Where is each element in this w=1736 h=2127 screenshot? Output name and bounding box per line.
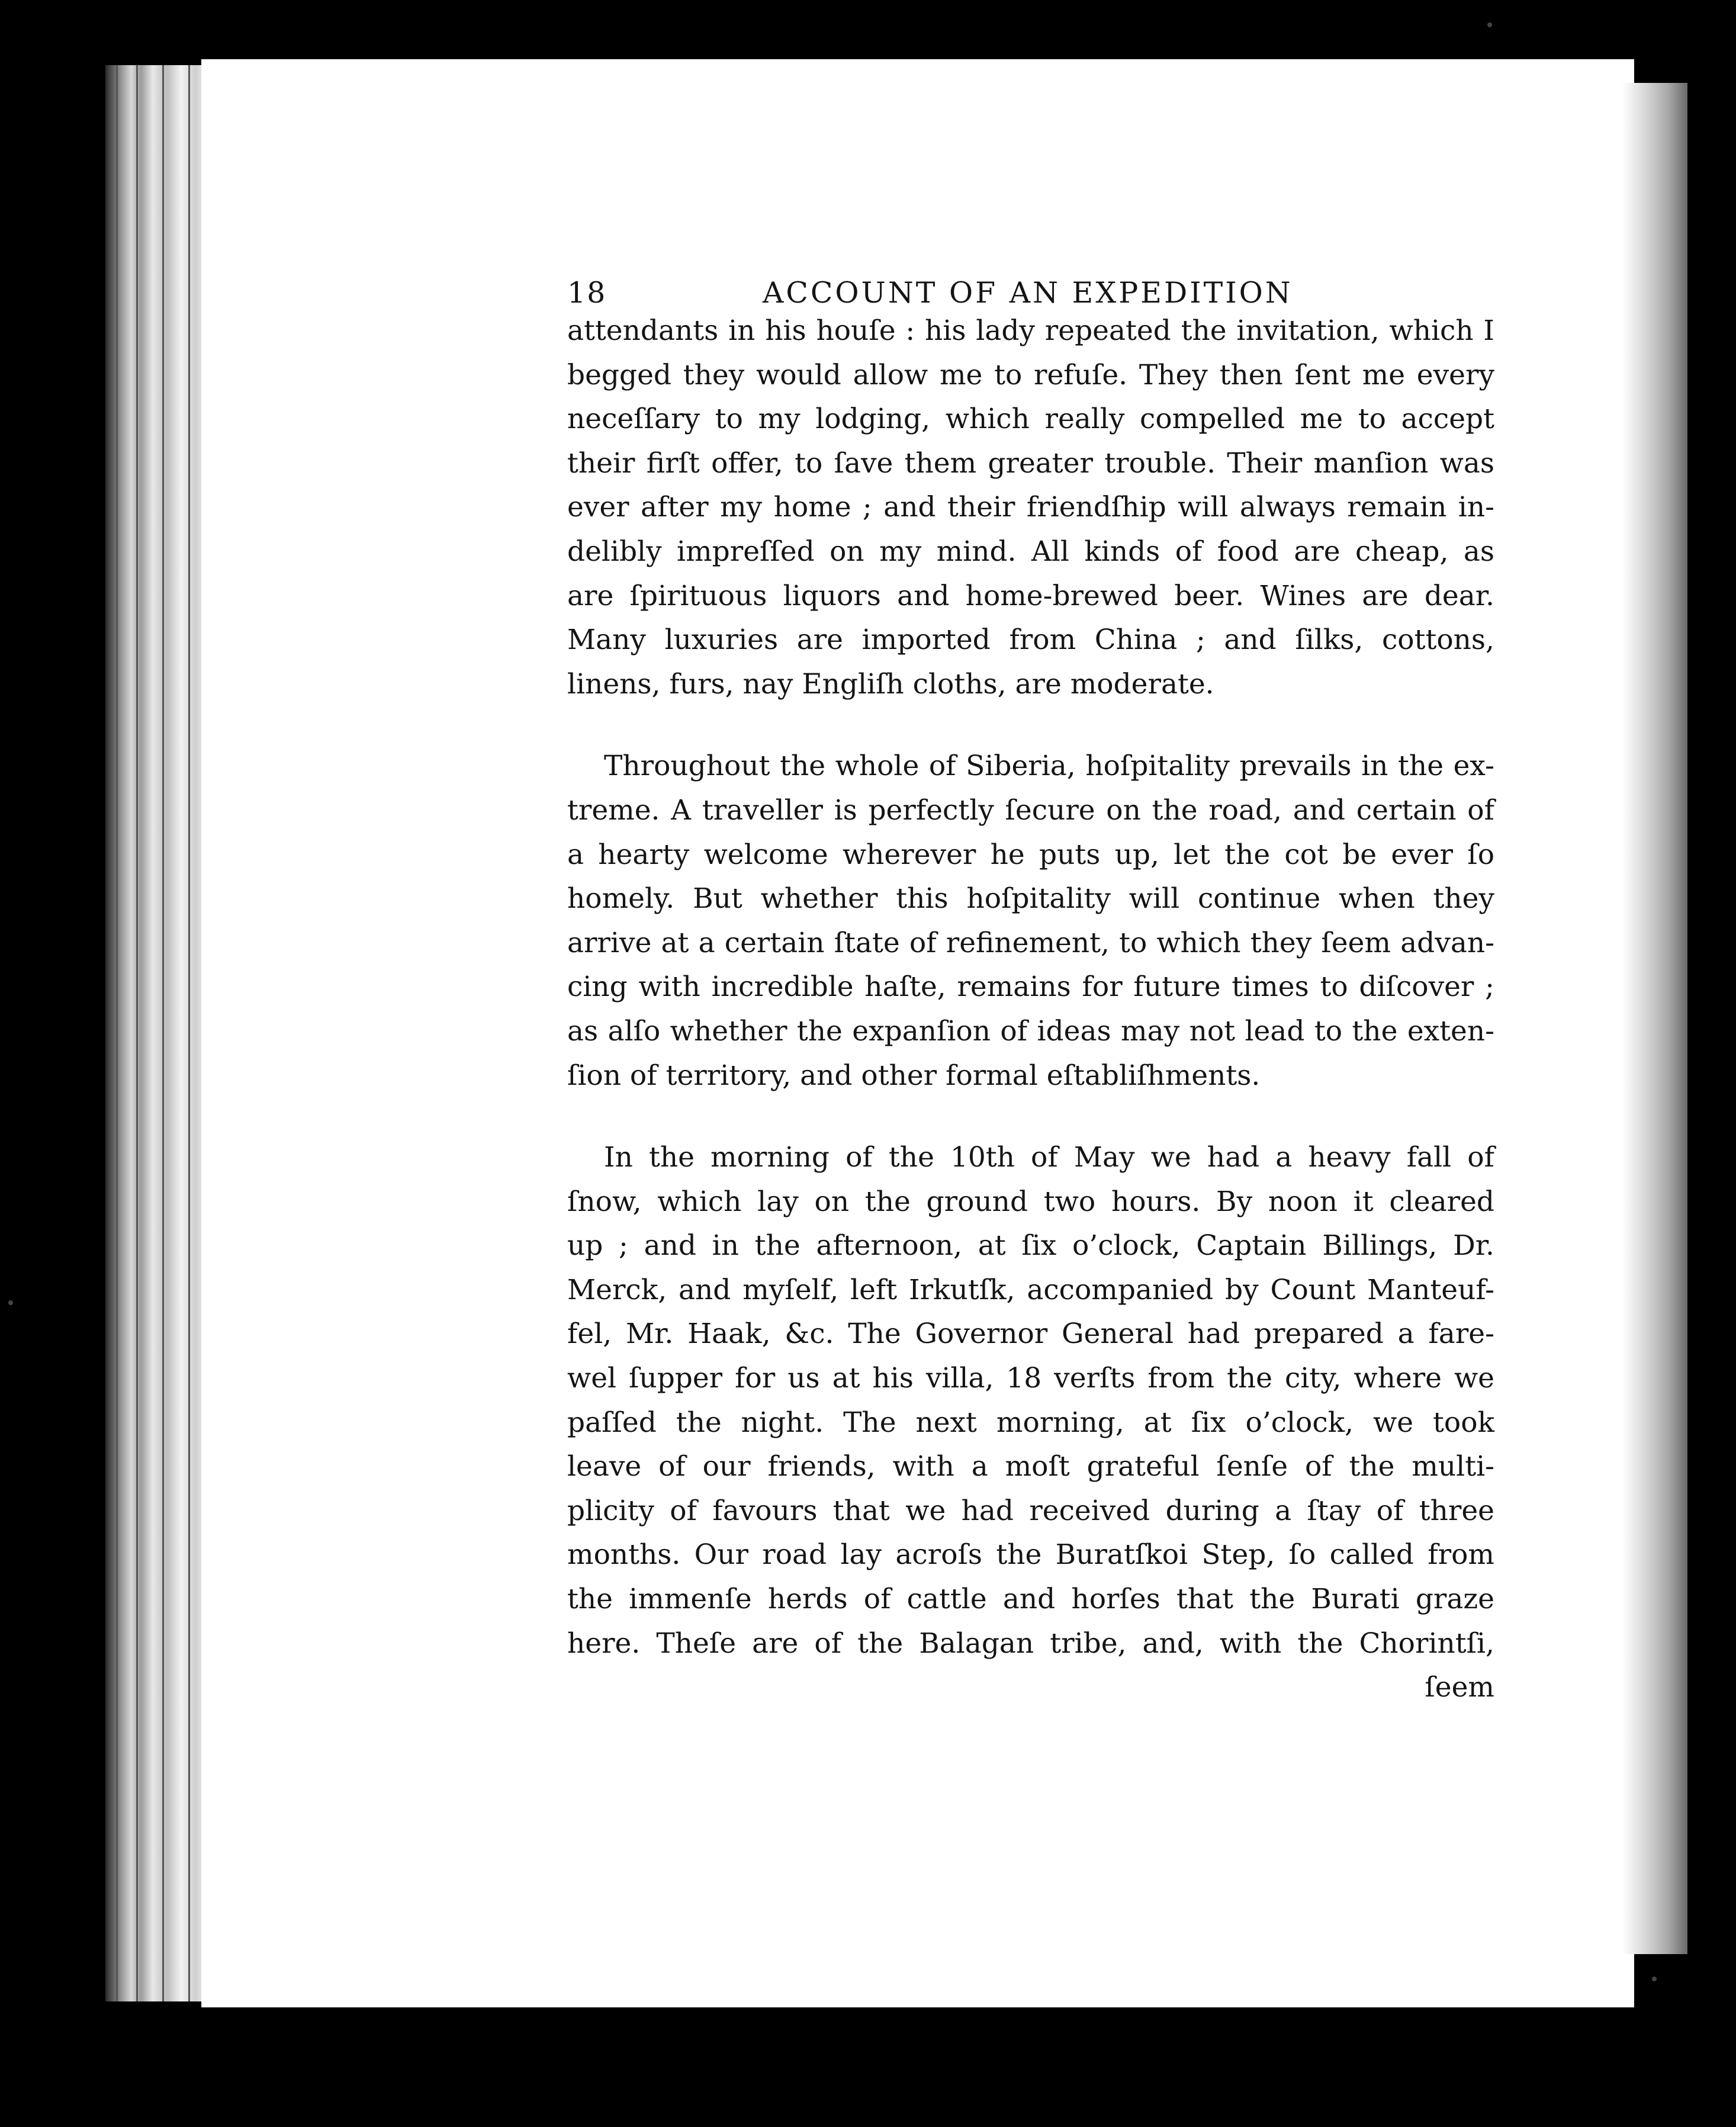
page-number: 18	[567, 276, 607, 310]
text-line: paſſed the night. The next morning, at ſix o’clock, we took	[567, 1406, 1494, 1439]
text-line: fel, Mr. Haak, &c. The Governor General had prepared a fare-	[567, 1318, 1494, 1351]
text-line: arrive at a certain ſtate of refinement, to which they ſeem advan-	[567, 926, 1494, 959]
scan-speck	[1652, 1977, 1657, 1981]
page-curl-shadow	[1622, 83, 1687, 1954]
running-title: ACCOUNT OF AN EXPEDITION	[763, 276, 1293, 310]
text-line: In the morning of the 10th of May we had a heavy fall of	[604, 1141, 1494, 1174]
text-line: up ; and in the afternoon, at ſix o’clock, Captain Billings, Dr.	[567, 1229, 1494, 1262]
text-line: here. Theſe are of the Balagan tribe, and, with the Chorintſi,	[567, 1627, 1494, 1660]
text-line: Merck, and myſelf, left Irkutſk, accompanied by Count Manteuf-	[567, 1273, 1494, 1306]
text-line: leave of our friends, with a moſt grateful ſenſe of the multi-	[567, 1450, 1494, 1483]
paragraph-2	[567, 744, 1494, 1098]
page-text	[567, 261, 1494, 1710]
text-line: linens, furs, nay Engliſh cloths, are moderate.	[567, 667, 1214, 701]
paragraph-3	[567, 1136, 1494, 1666]
scan-speck	[1487, 23, 1492, 27]
text-line: their firſt offer, to ſave them greater trouble. Their manſion was	[567, 446, 1494, 480]
text-line: attendants in his houſe : his lady repeated the invitation, which I	[567, 314, 1494, 347]
catchword: ſeem	[1425, 1671, 1494, 1704]
text-line: plicity of favours that we had received during a ſtay of three	[567, 1494, 1494, 1527]
text-line: homely. But whether this hoſpitality will continue when they	[567, 882, 1494, 915]
text-line: months. Our road lay acroſs the Buratſkoi Step, ſo called from	[567, 1538, 1494, 1572]
page-header	[567, 261, 1494, 310]
text-line: as alſo whether the expanſion of ideas may not lead to the exten-	[567, 1014, 1494, 1048]
text-line: begged they would allow me to refuſe. They then ſent me every	[567, 358, 1494, 391]
paragraph-1	[567, 309, 1494, 706]
text-line: ſnow, which lay on the ground two hours. By noon it cleared	[567, 1185, 1494, 1218]
text-line: ſion of territory, and other formal eſtabliſhments.	[567, 1059, 1261, 1092]
text-line: the immenſe herds of cattle and horſes that the Burati graze	[567, 1583, 1494, 1616]
text-line: ever after my home ; and their friendſhip will always remain in-	[567, 491, 1494, 524]
text-line: wel ſupper for us at his villa, 18 verſts from the city, where we	[567, 1362, 1494, 1395]
text-line: neceſſary to my lodging, which really compelled me to accept	[567, 403, 1494, 436]
text-line: are ſpirituous liquors and home-brewed beer. Wines are dear.	[567, 579, 1494, 612]
scan-speck	[8, 1300, 13, 1305]
text-line: treme. A traveller is perfectly ſecure on the road, and certain of	[567, 793, 1494, 827]
text-line: delibly impreſſed on my mind. All kinds of food are cheap, as	[567, 535, 1494, 568]
text-line: Many luxuries are imported from China ; and ſilks, cottons,	[567, 624, 1494, 657]
text-line: a hearty welcome wherever he puts up, let the cot be ever ſo	[567, 838, 1494, 871]
text-line: Throughout the whole of Siberia, hoſpitality prevails in the ex-	[604, 750, 1494, 783]
text-line: cing with incredible haſte, remains for future times to diſcover ;	[567, 971, 1494, 1004]
